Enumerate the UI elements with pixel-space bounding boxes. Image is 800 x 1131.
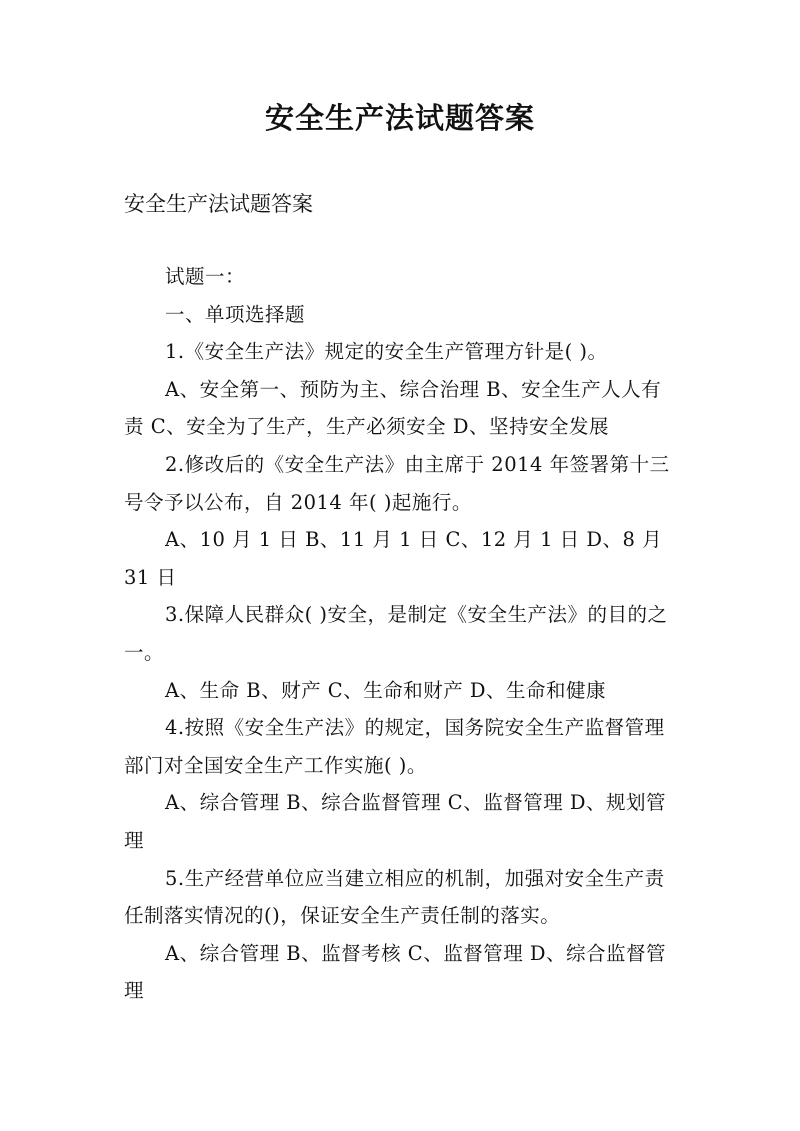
question-3-options: A、生命 B、财产 C、生命和财产 D、生命和健康 — [165, 678, 607, 702]
question-5-options: A、综合管理 B、监督考核 C、监督管理 D、综合监督管理 — [124, 941, 667, 1003]
question-1-options: A、安全第一、预防为主、综合治理 B、安全生产人人有责 C、安全为了生产，生产必须安全 D、坚持安全发展 — [124, 377, 662, 439]
question-4: 4.按照《安全生产法》的规定，国务院安全生产监督管理部门对全国安全生产工作实施( )。 — [124, 716, 665, 777]
section-heading-test-one: 试题一： — [165, 265, 246, 288]
question-4-options: A、综合管理 B、综合监督管理 C、监督管理 D、规划管理 — [124, 791, 667, 852]
document-body — [124, 258, 680, 1010]
question-5: 5.生产经营单位应当建立相应的机制，加强对安全生产责任制落实情况的()，保证安全生产责任制的落实。 — [124, 866, 665, 928]
question-2-options: A、10 月 1 日 B、11 月 1 日 C、12 月 1 日 D、8 月 31 日 — [124, 528, 663, 589]
question-1: 1.《安全生产法》规定的安全生产管理方针是( )。 — [165, 340, 608, 364]
page-title: 安全生产法试题答案 — [264, 101, 535, 135]
question-3: 3.保障人民群众( )安全，是制定《安全生产法》的目的之一。 — [124, 603, 668, 664]
question-2: 2.修改后的《安全生产法》由主席于 2014 年签署第十三号令予以公布，自 2014 年( )起施行。 — [124, 452, 670, 514]
section-heading-single-choice: 一、单项选择题 — [165, 302, 306, 326]
document-subtitle: 安全生产法试题答案 — [124, 192, 313, 216]
